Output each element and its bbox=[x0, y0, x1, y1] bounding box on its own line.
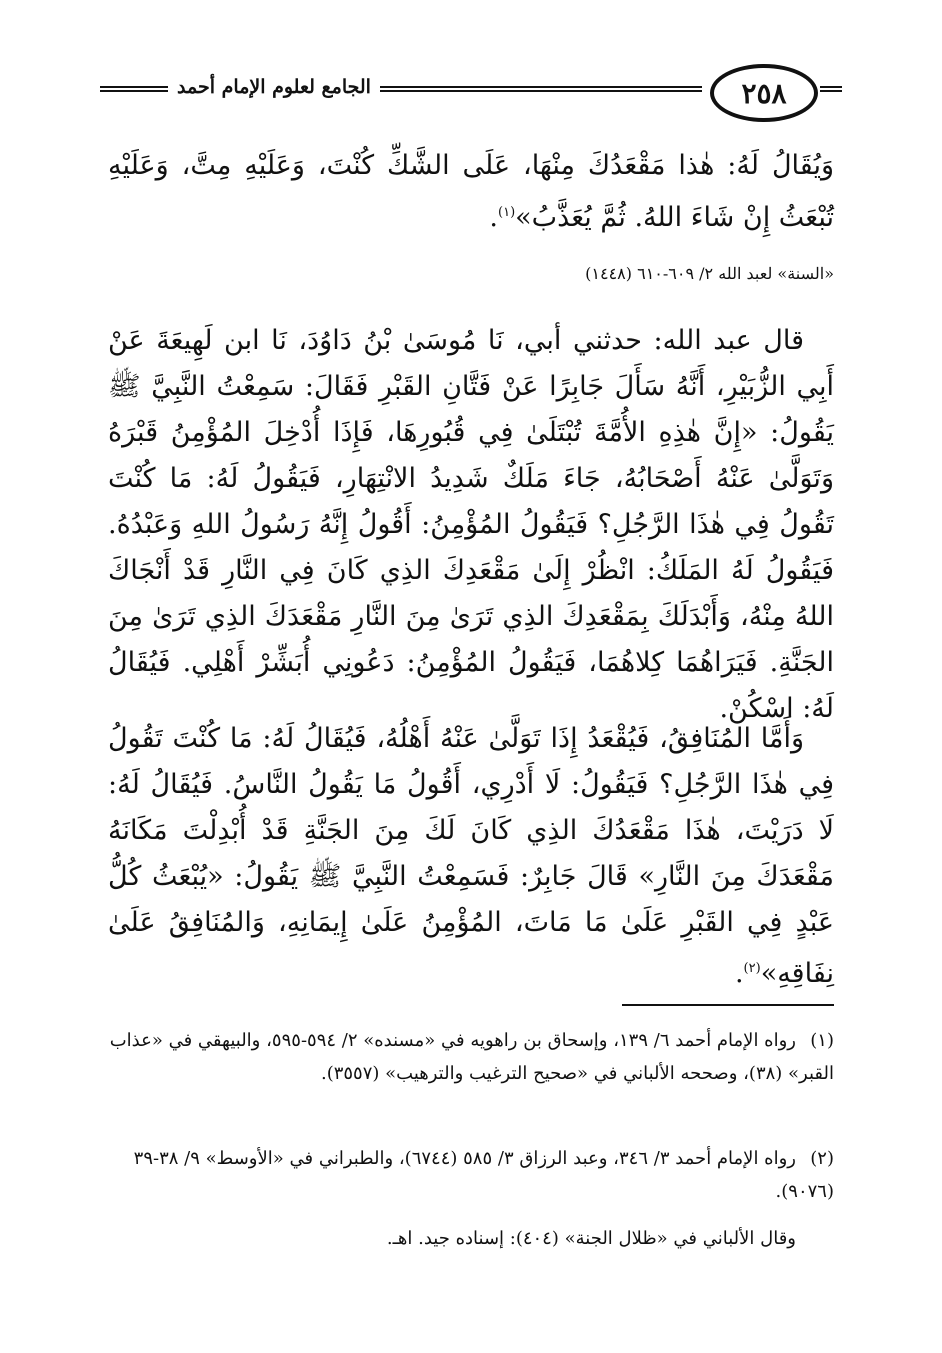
footnote-number: (١) bbox=[810, 1030, 834, 1051]
hadith-paragraph-continued: وَأَمَّا المُنَافِقُ، فَيُقْعَدُ إِذَا تَوَلَّىٰ عَنْهُ أَهْلُهُ، فَيُقَالُ لَهُ: مَا كُنْتَ تَقُولُ فِي هٰذَا الرَّجُلِ؟ فَيَقُولُ: لَا أَدْرِي، أَقُولُ مَا يَقُولُ النَّاسُ. فَيُقَالُ لَهُ: لَا دَرَيْتَ، هٰذَا مَقْعَدُكَ الذِي كَانَ لَكَ مِنَ الجَنَّةِ قَدْ أُبْدِلْتَ مَكَانَهُ مَقْعَدَكَ مِنَ النَّارِ» قَالَ جَابِرٌ: فَسَمِعْتُ النَّبِيَّ ﷺ يَقُولُ: «يُبْعَثُ كُلُّ عَبْدٍ فِي القَبْرِ عَلَىٰ مَا مَاتَ، المُؤْمِنُ عَلَىٰ إِيمَانِهِ، وَالمُنَافِقُ عَلَىٰ نِفَاقِهِ»$^{(٢)}$. bbox=[108, 723, 834, 989]
header-rule-right bbox=[820, 86, 842, 94]
footnote-text: وقال الألباني في «ظلال الجنة» (٤٠٤): إسناده جيد. اهـ. bbox=[386, 1228, 796, 1249]
header-rule-middle bbox=[380, 86, 702, 94]
footnote-number: (٢) bbox=[810, 1148, 834, 1169]
paragraph-text: وَيُقَالُ لَهُ: هٰذا مَقْعَدُكَ مِنْهَا، عَلَى الشَّكِّ كُنْتَ، وَعَلَيْهِ مِتَّ، وَعَلَيْهِ تُبْعَثُ إِنْ شَاءَ اللهُ. ثُمَّ يُعَذَّبُ» bbox=[108, 150, 834, 233]
hadith-paragraph: قال عبد الله: حدثني أبي، نَا مُوسَىٰ بْنُ دَاوُدَ، نَا ابن لَهِيعَةَ عَنْ أَبِي الزُّبَيْرِ، أَنَّهُ سَأَلَ جَابِرًا عَنْ فَتَّانِ القَبْرِ فَقَالَ: سَمِعْتُ النَّبِيَّ ﷺ يَقُولُ: «إِنَّ هٰذِهِ الأُمَّةَ تُبْتَلَىٰ فِي قُبُورِهَا، فَإِذَا أُدْخِلَ المُؤْمِنُ قَبْرَهُ وَتَوَلَّىٰ عَنْهُ أَصْحَابُهُ، جَاءَ مَلَكٌ شَدِيدُ الانْتِهَارِ، فَيَقُولُ لَهُ: مَا كُنْتَ تَقُولُ فِي هٰذَا الرَّجُلِ؟ فَيَقُولُ المُؤْمِنُ: أَقُولُ إِنَّهُ رَسُولُ اللهِ وَعَبْدُهُ. فَيَقُولُ لَهُ المَلَكُ: انْظُرْ إِلَىٰ مَقْعَدِكَ الذِي كَانَ فِي النَّارِ قَدْ أَنْجَاكَ اللهُ مِنْهُ، وَأَبْدَلَكَ بِمَقْعَدِكَ الذِي تَرَىٰ مِنَ النَّارِ مَقْعَدَكَ الذِي تَرَىٰ مِنَ الجَنَّةِ. فَيَرَاهُمَا كِلاهُمَا، فَيَقُولُ المُؤْمِنُ: دَعُونِي أُبَشِّرْ أَهْلِي. فَيُقَالُ لَهُ: اسْكُنْ. bbox=[108, 325, 834, 724]
footnote-text: رواه الإمام أحمد ٦/ ١٣٩، وإسحاق بن راهويه في «مسنده» ٢/ ٥٩٤-٥٩٥، والبيهقي في «عذاب القبر» (٣٨)، وصححه الألباني في «صحيح الترغيب والترهيب» (٣٥٥٧). bbox=[109, 1030, 834, 1084]
footnote-addendum bbox=[108, 1222, 834, 1255]
source-citation: «السنة» لعبد الله ٢/ ٦٠٩-٦١٠ (١٤٤٨) bbox=[585, 264, 834, 283]
footnote bbox=[108, 1024, 834, 1090]
running-header bbox=[100, 62, 842, 134]
header-rule-left bbox=[100, 86, 168, 94]
paragraph-text: وَأَمَّا المُنَافِقُ، فَيُقْعَدُ إِذَا تَوَلَّىٰ عَنْهُ أَهْلُهُ، فَيُقَالُ لَهُ: مَا كُنْتَ تَقُولُ فِي هٰذَا الرَّجُلِ؟ فَيَقُولُ: لَا أَدْرِي، أَقُولُ مَا يَقُولُ النَّاسُ. فَيُقَالُ لَهُ: لَا دَرَيْتَ، هٰذَا مَقْعَدُكَ الذِي كَانَ لَكَ مِنَ الجَنَّةِ قَدْ أُبْدِلْتَ مَكَانَهُ مَقْعَدَكَ مِنَ النَّارِ» قَالَ جَابِرٌ: فَسَمِعْتُ النَّبِيَّ ﷺ يَقُولُ: «يُبْعَثُ كُلُّ عَبْدٍ فِي القَبْرِ عَلَىٰ مَا مَاتَ، المُؤْمِنُ عَلَىٰ إِيمَانِهِ، وَالمُنَافِقُ عَلَىٰ نِفَاقِهِ» bbox=[108, 723, 834, 989]
footnote bbox=[108, 1142, 834, 1208]
page-number: ٢٥٨ bbox=[710, 64, 818, 122]
footnote-ref: (١) bbox=[498, 205, 516, 220]
paragraph-continuation: وَيُقَالُ لَهُ: هٰذا مَقْعَدُكَ مِنْهَا، عَلَى الشَّكِّ كُنْتَ، وَعَلَيْهِ مِتَّ، وَعَلَيْهِ تُبْعَثُ إِنْ شَاءَ اللهُ. ثُمَّ يُعَذَّبُ»$^{(١)}$. bbox=[108, 150, 834, 233]
book-title: الجامع لعلوم الإمام أحمد bbox=[177, 76, 371, 98]
footnote-ref: (٢) bbox=[743, 961, 761, 976]
footnote-separator bbox=[622, 1004, 834, 1006]
footnote-text: رواه الإمام أحمد ٣/ ٣٤٦، وعبد الرزاق ٣/ ٥٨٥ (٦٧٤٤)، والطبراني في «الأوسط» ٩/ ٣٨-٣٩ (٩٠٧٦). bbox=[133, 1148, 834, 1202]
